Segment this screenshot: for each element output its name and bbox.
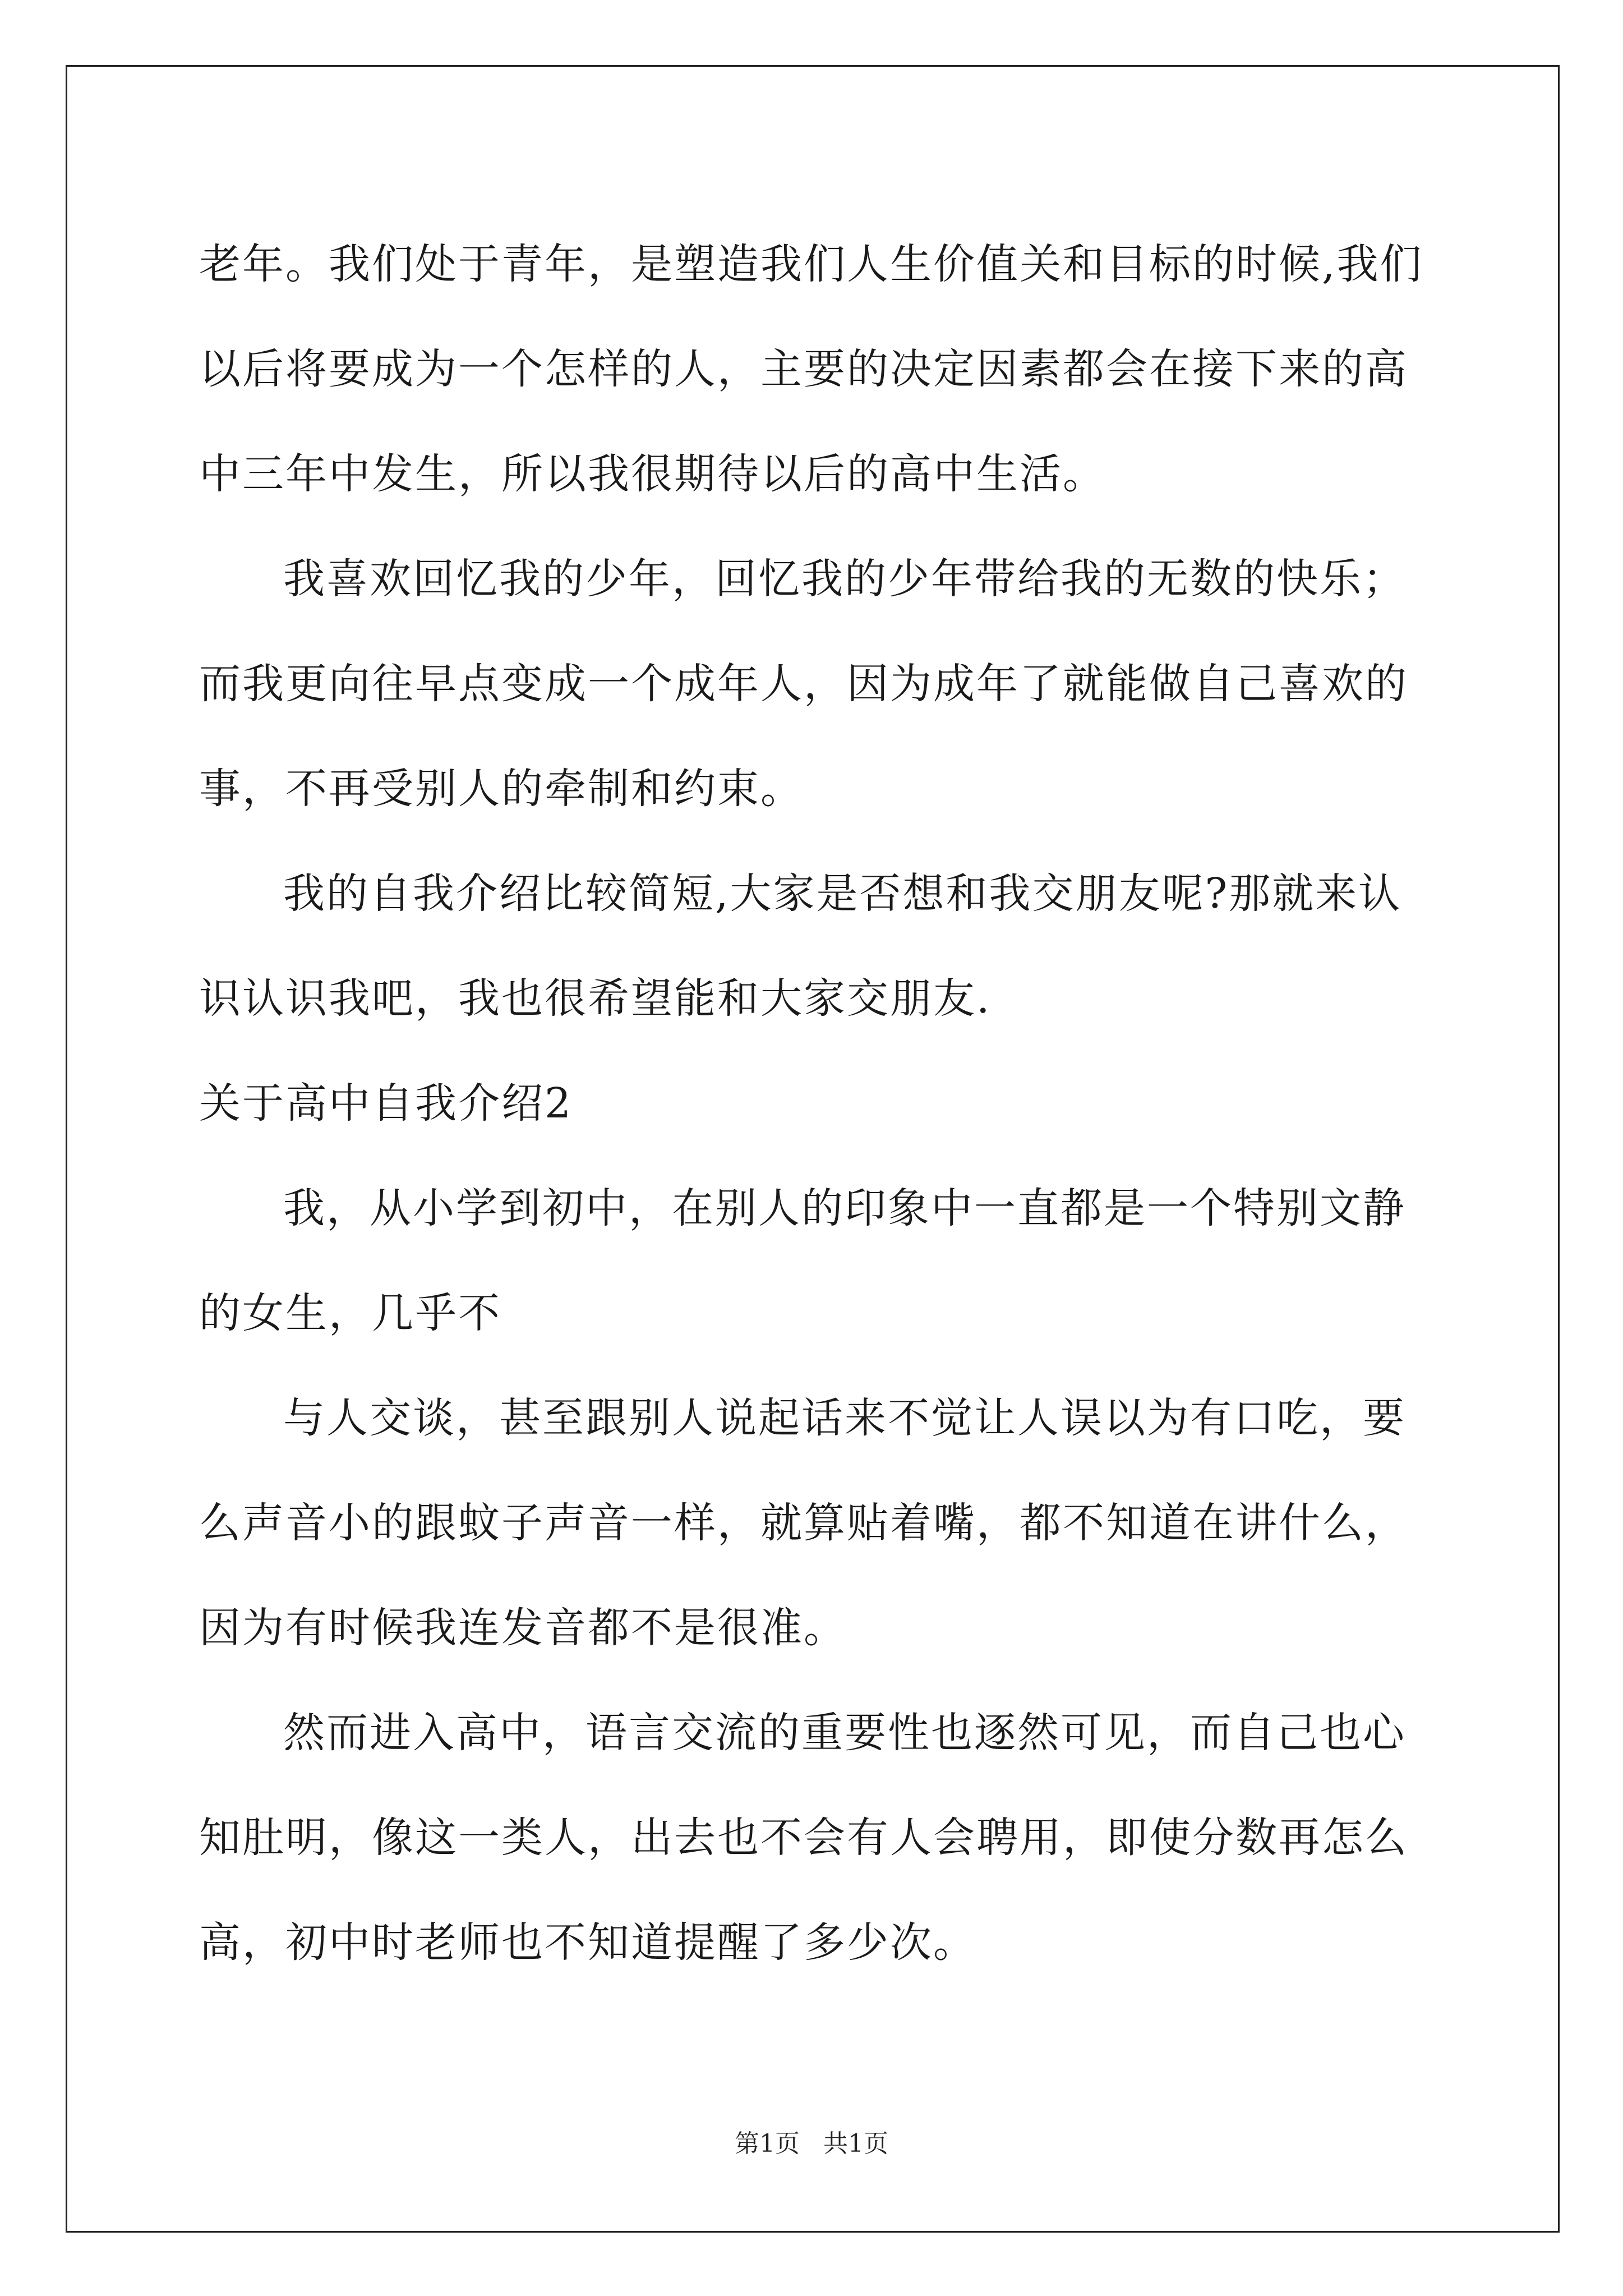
document-body [199, 212, 1427, 1995]
paragraph-6: 然而进入高中，语言交流的重要性也逐然可见，而自己也心知肚明，像这一类人，出去也不会有人会聘用，即使分数再怎么高，初中时老师也不知道提醒了多少次。 [199, 1709, 1408, 1967]
section-heading: 关于高中自我介绍2 [199, 1079, 573, 1128]
paragraph-2: 我喜欢回忆我的少年，回忆我的少年带给我的无数的快乐；而我更向往早点变成一个成年人，因为成年了就能做自己喜欢的事，不再受别人的牵制和约束。 [199, 555, 1408, 813]
paragraph-1: 老年。我们处于青年，是塑造我们人生价值关和目标的时候,我们以后将要成为一个怎样的人，主要的决定因素都会在接下来的高中三年中发生，所以我很期待以后的高中生活。 [199, 240, 1423, 498]
paragraph-4: 我，从小学到初中，在别人的印象中一直都是一个特别文静的女生，几乎不 [199, 1184, 1406, 1337]
page-footer: 第1页 共1页 [735, 2129, 888, 2158]
paragraph-5: 与人交谈，甚至跟别人说起话来不觉让人误以为有口吃，要么声音小的跟蚊子声音一样，就算贴着嘴，都不知道在讲什么，因为有时候我连发音都不是很准。 [199, 1394, 1408, 1652]
paragraph-3: 我的自我介绍比较简短,大家是否想和我交朋友呢?那就来认识认识我吧，我也很希望能和大家交朋友. [199, 869, 1402, 1023]
